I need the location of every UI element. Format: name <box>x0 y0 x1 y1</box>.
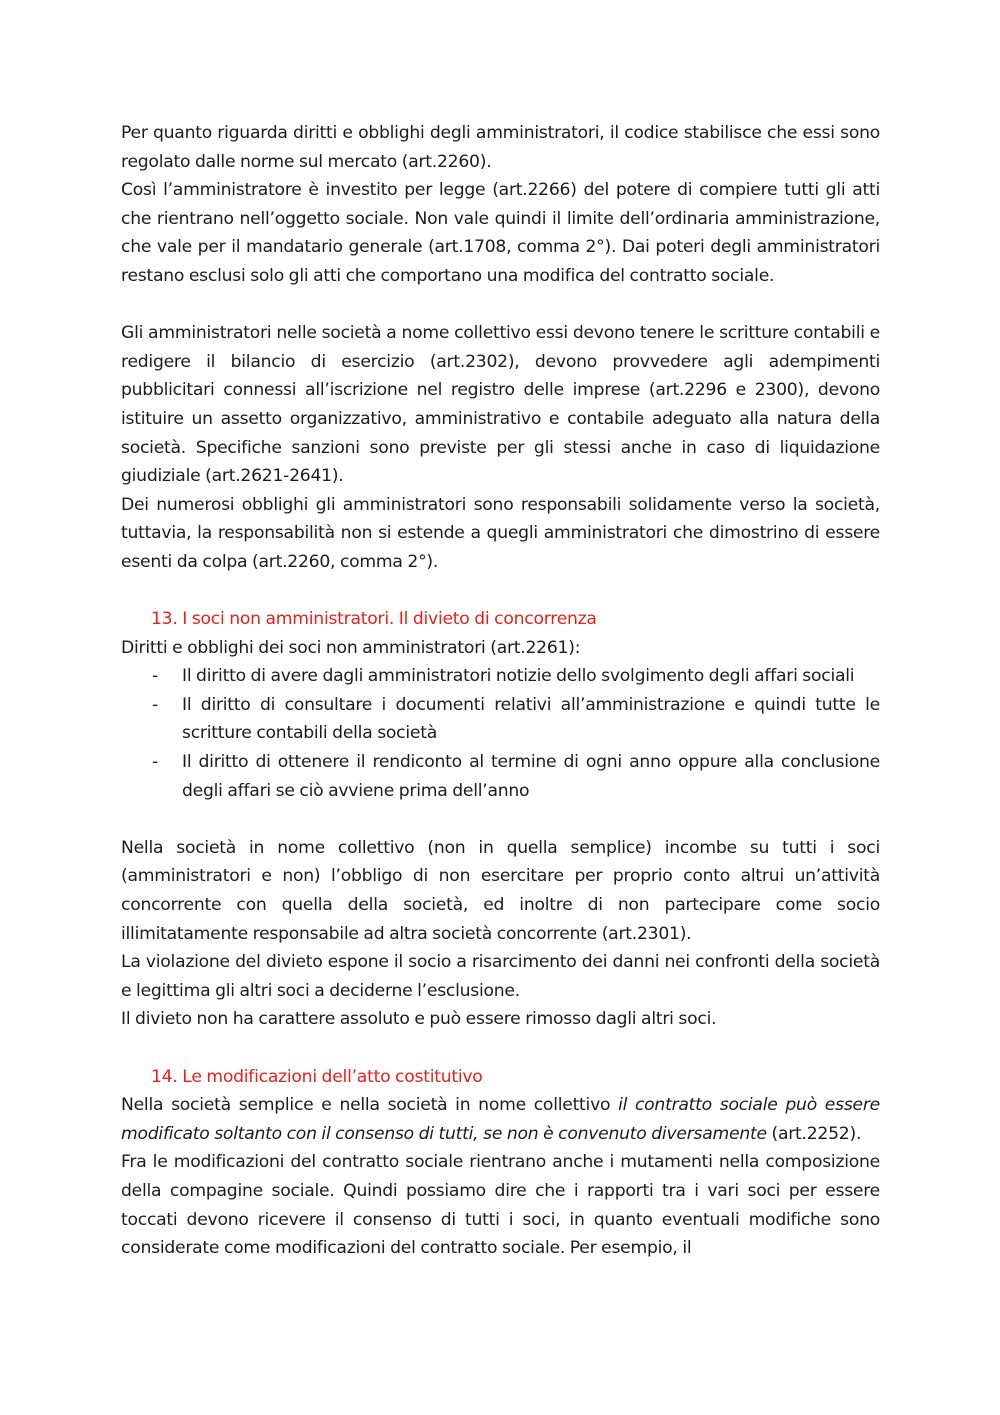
blank-line <box>121 1034 880 1063</box>
section-heading-14: 14. Le modificazioni dell’atto costitutivo <box>151 1066 483 1087</box>
text-run: Nella società semplice e nella società in nome collettivo <box>121 1095 619 1116</box>
paragraph-modificazioni-consenso <box>121 1091 880 1148</box>
rights-list <box>121 662 880 805</box>
text-run: (art.2252). <box>766 1123 862 1144</box>
blank-line <box>121 805 880 834</box>
dash-bullet: - <box>152 694 158 715</box>
list-item <box>121 748 880 805</box>
paragraph-modificazioni-compagine: Fra le modificazioni del contratto sociale rientrano anche i mutamenti nella composizione della compagine sociale. Quindi possiamo dire che i rapporti tra i vari soci per essere toccati devono ricevere il consenso di tutti i soci, in quanto eventuali modifiche sono considerate come modificazioni del contratto sociale. Per esempio, il <box>121 1152 880 1259</box>
paragraph-amministratori-diritti: Per quanto riguarda diritti e obblighi degli amministratori, il codice stabilisce che essi sono regolato dalle norme sul mercato (art.2260). <box>121 123 880 172</box>
dash-bullet: - <box>152 752 158 773</box>
paragraph-amministratori-obblighi: Gli amministratori nelle società a nome collettivo essi devono tenere le scritture contabili e redigere il bilancio di esercizio (art.2302), devono provvedere agli adempimenti pubblicitari connessi all’iscrizione nel registro delle imprese (art.2296 e 2300), devono istituire un assetto organizzativo, amministrativo e contabile adeguato alla natura della società. Specifiche sanzioni sono previste per gli stessi anche in caso di liquidazione giudiziale (art.2621-2641). <box>121 323 880 487</box>
paragraph-amministratori-responsabilita: Dei numerosi obblighi gli amministratori sono responsabili solidamente verso la società, tuttavia, la responsabilità non si estende a quegli amministratori che dimostrino di essere esenti da colpa (art.2260, comma 2°). <box>121 494 880 572</box>
italic-text-run: il contratto sociale può essere modificato soltanto con il consenso di tutti, se non è convenuto diversamente <box>121 1095 880 1144</box>
paragraph-amministratori-poteri: Così l’amministratore è investito per legge (art.2266) del potere di compiere tutti gli atti che rientrano nell’oggetto sociale. Non vale quindi il limite dell’ordinaria amministrazione, che vale per il mandatario generale (art.1708, comma 2°). Dai poteri degli amministratori restano esclusi solo gli atti che comportano una modifica del contratto sociale. <box>121 180 880 286</box>
paragraph-violazione-divieto: La violazione del divieto espone il socio a risarcimento dei danni nei confronti della società e legittima gli altri soci a deciderne l’esclusione. <box>121 952 880 1001</box>
paragraph-soci-intro: Diritti e obblighi dei soci non amministratori (art.2261): <box>121 637 581 658</box>
dash-bullet: - <box>152 666 158 687</box>
section-heading-13: 13. I soci non amministratori. Il divieto di concorrenza <box>151 609 597 630</box>
list-item <box>121 662 880 691</box>
list-item-text: Il diritto di ottenere il rendiconto al termine di ogni anno oppure alla conclusione degli affari se ciò avviene prima dell’anno <box>182 752 880 801</box>
paragraph-divieto-rimozione: Il divieto non ha carattere assoluto e può essere rimosso dagli altri soci. <box>121 1009 717 1030</box>
blank-line <box>121 291 880 320</box>
paragraph-divieto-concorrenza: Nella società in nome collettivo (non in quella semplice) incombe su tutti i soci (amministratori e non) l’obbligo di non esercitare per proprio conto altrui un’attività concorrente con quella della società, ed inoltre di non partecipare come socio illimitatamente responsabile ad altra società concorrente (art.2301). <box>121 837 880 944</box>
document-page <box>121 119 880 1263</box>
list-item-text: Il diritto di avere dagli amministratori notizie dello svolgimento degli affari sociali <box>182 666 855 687</box>
list-item-text: Il diritto di consultare i documenti relativi all’amministrazione e quindi tutte le scritture contabili della società <box>182 694 880 744</box>
list-item <box>121 691 880 748</box>
blank-line <box>121 577 880 606</box>
